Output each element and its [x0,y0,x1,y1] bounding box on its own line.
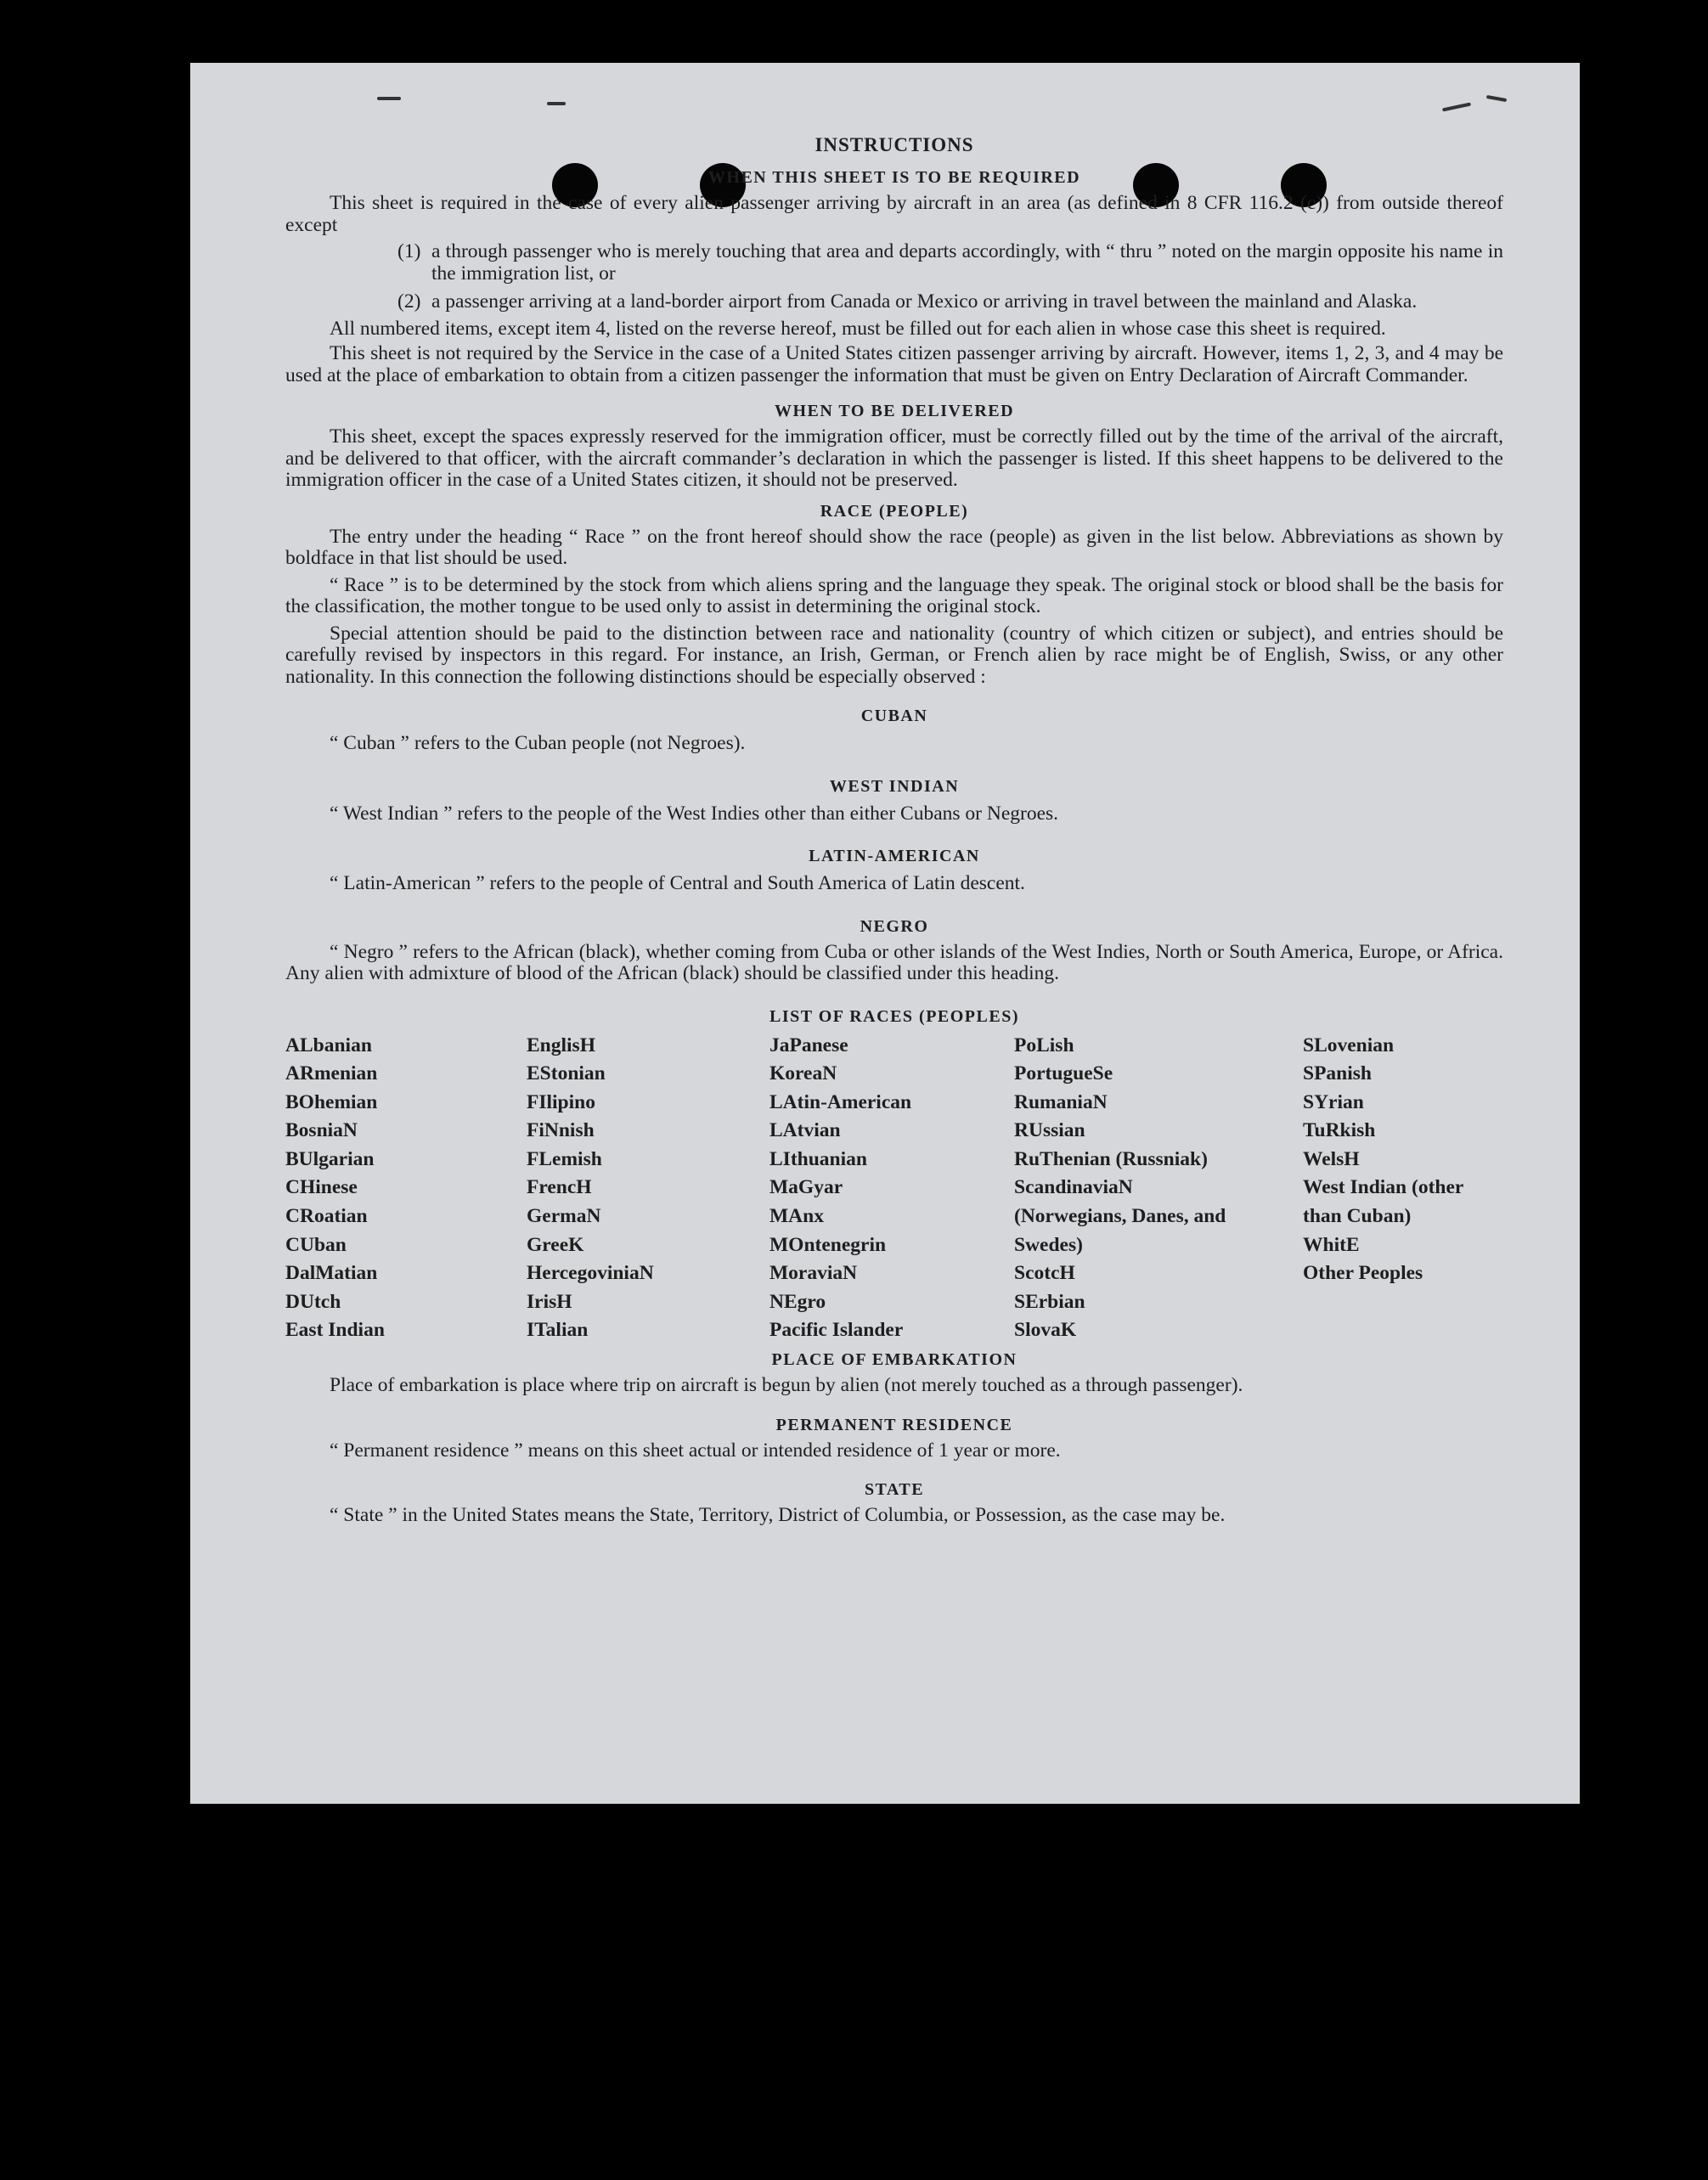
race-entry: SPanish [1303,1062,1372,1085]
race-entry: FIlipino [527,1090,595,1113]
race-entry: LIthuanian [769,1147,867,1170]
heading-latin-american: LATIN-AMERICAN [809,847,980,865]
race-entry: CHinese [285,1176,358,1199]
heading-residence: PERMANENT RESIDENCE [775,1415,1013,1434]
race-entry: PortugueSe [1014,1062,1113,1085]
race-entry: MaGyar [769,1176,843,1199]
heading-race: RACE (PEOPLE) [820,501,969,521]
residence-text: “ Permanent residence ” means on this sheet actual or intended residence of 1 year or more. [330,1439,1061,1462]
scan-mark [1442,103,1471,112]
state-text: “ State ” in the United States means the State, Territory, District of Columbia, or Possession, as the case may be. [330,1504,1226,1527]
race-entry: SYrian [1303,1090,1364,1113]
exception-item [397,291,1503,313]
exception-text: a through passenger who is merely touching that area and departs accordingly, with “ thru ” noted on the margin opposite his name in the immigration list, or [431,240,1503,284]
race-paragraph-2: “ Race ” is to be determined by the stock from which aliens spring and the language they speak. The original stock or blood shall be the basis for the classification, the mother tongue to be used only to assist in determining the original stock. [285,573,1503,617]
race-paragraph-3: Special attention should be paid to the distinction between race and nationality (country of which citizen or subject), and entries should be carefully revised by inspectors in this regard. For instance, an Irish, German, or French alien by race might be of English, Swiss, or any other nationality. In this connection the following distinctions should be especially observed : [285,622,1503,688]
races-column [1303,1032,1503,1346]
race-entry: DUtch [285,1290,341,1313]
race-entry: SErbian [1014,1290,1085,1313]
race-entry: LAtvian [769,1119,841,1142]
race-entry: RuThenian (Russniak) [1014,1147,1208,1170]
race-entry: RUssian [1014,1119,1085,1142]
race-paragraph-1: The entry under the heading “ Race ” on the front hereof should show the race (people) as given in the list below. Abbreviations as shown by boldface in that list should be used. [285,525,1503,569]
race-entry: JaPanese [769,1034,848,1056]
race-entry: MoraviaN [769,1262,858,1285]
race-entry: RumaniaN [1014,1090,1108,1113]
negro-text: “ Negro ” refers to the African (black), whether coming from Cuba or other islands of the West Indies, North or South America, Europe, or Africa. Any alien with admixture of blood of the African (black) should be classified under this heading. [285,940,1503,984]
scan-mark [547,102,566,105]
citizen-paragraph: This sheet is not required by the Service in the case of a United States citizen passenger arriving by aircraft. However, items 1, 2, 3, and 4 may be used at the place of embarkation to obtain from a citizen passenger the information that must be given on Entry Declaration of Aircraft Commander. [285,342,1503,386]
latin-american-text: “ Latin-American ” refers to the people of Central and South America of Latin descent. [330,872,1025,894]
race-entry: CRoatian [285,1205,368,1228]
race-entry: BUlgarian [285,1147,375,1170]
race-entry: EnglisH [527,1034,595,1056]
race-entry: FLemish [527,1147,602,1170]
race-entry: PoLish [1014,1034,1074,1056]
exception-number: (2) [397,290,421,313]
cuban-text: “ Cuban ” refers to the Cuban people (not Negroes). [330,732,746,754]
instructions-content [285,134,1503,1527]
when-delivered-text: This sheet, except the spaces expressly reserved for the immigration officer, must be correctly filled out by the time of the arrival of the aircraft, and be delivered to that officer, with the aircraft commander’s declaration in which the passenger is listed. If this sheet happens to be delivered to the immigration officer in the case of a United States citizen, it should not be preserved. [285,425,1503,491]
heading-cuban: CUBAN [860,707,928,725]
heading-when-delivered: WHEN TO BE DELIVERED [774,402,1015,420]
race-entry: ITalian [527,1319,589,1342]
race-entry: BOhemian [285,1090,378,1113]
races-column [1014,1032,1243,1346]
races-column [285,1032,527,1346]
race-entry: GreeK [527,1233,584,1256]
race-entry: GermaN [527,1205,601,1228]
race-entry: FiNnish [527,1119,595,1142]
race-entry: TuRkish [1303,1119,1376,1142]
numbered-items-paragraph: All numbered items, except item 4, listed on the reverse hereof, must be filled out for each alien in whose case this sheet is required. [330,317,1386,340]
race-entry: DalMatian [285,1262,378,1285]
race-entry: WelsH [1303,1147,1360,1170]
race-entry: East Indian [285,1319,385,1342]
exception-item [397,241,1503,284]
race-entry: SLovenian [1303,1034,1395,1056]
scan-mark [377,97,401,100]
heading-embarkation: PLACE OF EMBARKATION [771,1350,1017,1370]
embarkation-text: Place of embarkation is place where trip on aircraft is begun by alien (not merely touched as a through passenger). [330,1374,1243,1397]
heading-negro: NEGRO [860,916,929,936]
races-list [285,1032,1503,1346]
race-entry: ARmenian [285,1062,378,1085]
race-entry: CUban [285,1233,347,1256]
race-entry: BosniaN [285,1119,358,1142]
race-entry: EStonian [527,1062,606,1085]
west-indian-text: “ West Indian ” refers to the people of the West Indies other than either Cubans or Negroes. [330,802,1059,825]
race-entry: Other Peoples [1303,1262,1423,1285]
race-entry: FrencH [527,1176,592,1199]
race-entry: KoreaN [769,1062,837,1085]
race-entry: Pacific Islander [769,1319,904,1342]
exception-text: a passenger arriving at a land-border airport from Canada or Mexico or arriving in travel between the mainland and Alaska. [431,290,1418,313]
heading-when-required: WHEN THIS SHEET IS TO BE REQUIRED [707,168,1081,187]
when-required-intro: This sheet is required in the case of every alien passenger arriving by aircraft in an area (as defined in 8 CFR 116.2 (c)) from outside thereof except [285,192,1503,236]
race-entry: HercegoviniaN [527,1262,654,1285]
race-entry: ScotcH [1014,1262,1075,1285]
exception-number: (1) [397,240,421,262]
race-entry: WhitE [1303,1233,1360,1256]
race-entry: MAnx [769,1205,824,1228]
heading-state: STATE [864,1480,925,1500]
race-entry: LAtin-American [769,1090,912,1113]
heading-list-of-races: LIST OF RACES (PEOPLES) [769,1006,1019,1026]
race-entry: MOntenegrin [769,1233,887,1256]
race-entry: NEgro [769,1290,826,1313]
race-entry: ScandinaviaN (Norwegians, Danes, and Swedes) [1014,1176,1226,1256]
heading-west-indian: WEST INDIAN [829,776,960,796]
scan-mark [1486,95,1507,102]
race-entry: ALbanian [285,1034,372,1056]
race-entry: IrisH [527,1290,572,1313]
races-column [527,1032,769,1346]
race-entry: West Indian (other than Cuban) [1303,1176,1463,1228]
races-column [769,1032,1014,1346]
race-entry: SlovaK [1014,1319,1077,1342]
page-title: INSTRUCTIONS [815,134,974,155]
